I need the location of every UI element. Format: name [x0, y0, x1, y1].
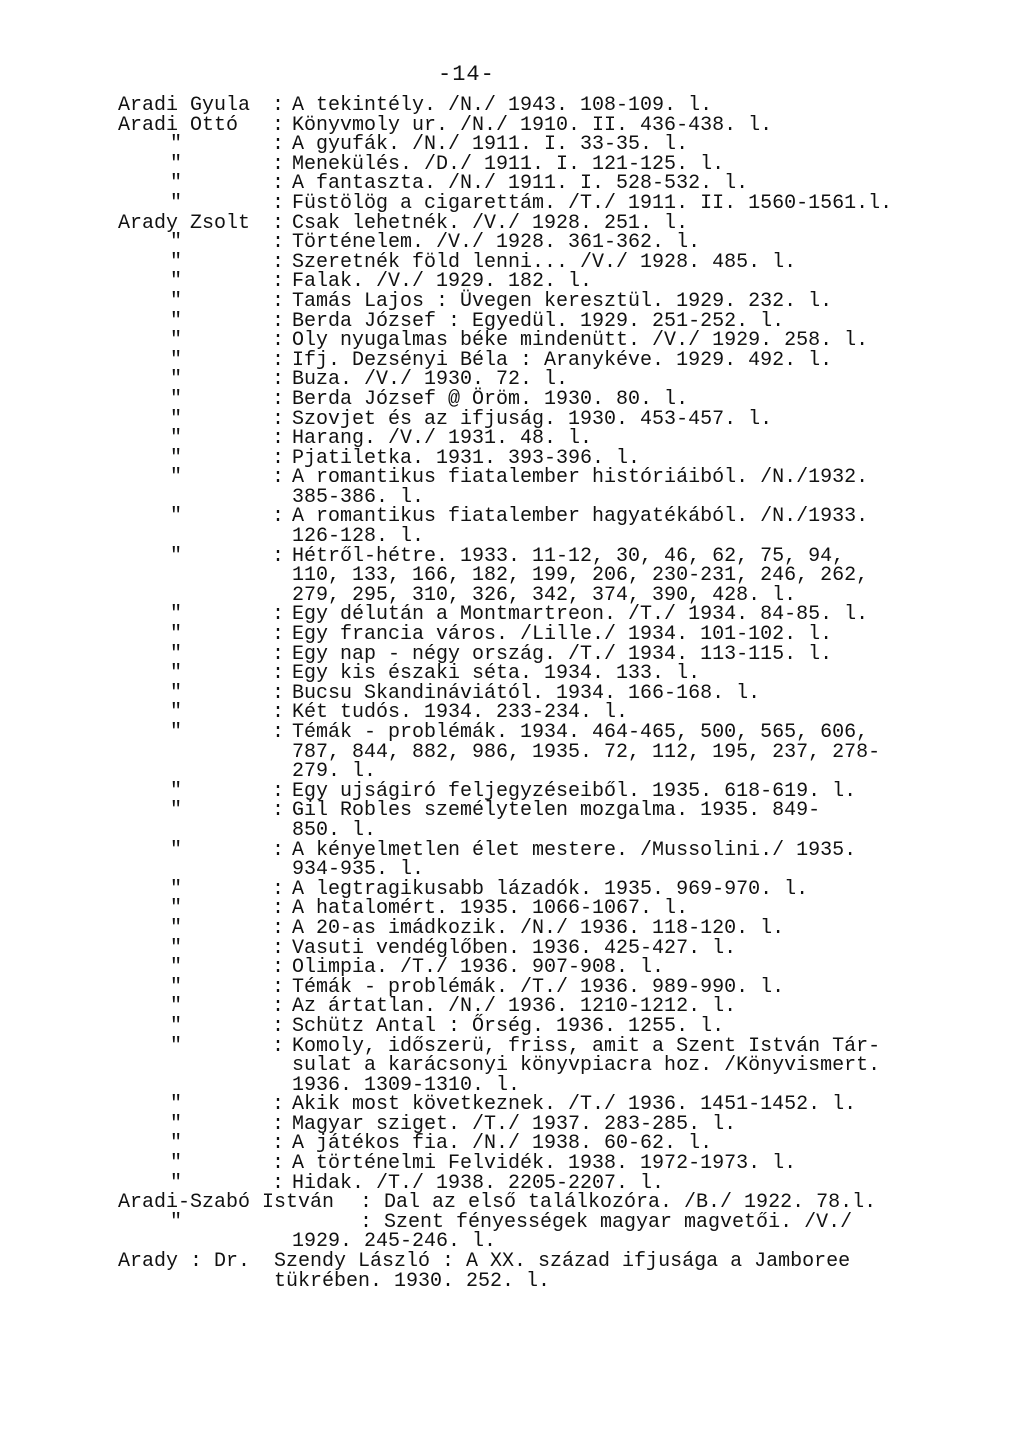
separator-colon: : [272, 1014, 285, 1038]
ditto-mark: " [170, 897, 183, 921]
bibliography-entry [0, 625, 1024, 645]
ditto-mark: " [170, 1034, 183, 1058]
entry-text: A tekintély. /N./ 1943. 108-109. l. [292, 94, 713, 117]
author-name: Aradi Ottó [118, 113, 239, 137]
separator-colon: : [272, 642, 285, 666]
separator-colon: : [272, 623, 285, 647]
entry-text: Két tudós. 1934. 233-234. l. [292, 701, 629, 725]
ditto-mark: " [170, 505, 183, 529]
separator-colon: : [360, 1191, 373, 1215]
ditto-mark: " [170, 348, 183, 372]
entry-text: Egy nap - négy ország. /T./ 1934. 113-115. l. [292, 642, 833, 666]
author-name: Arady : Dr. [118, 1250, 251, 1274]
ditto-mark: " [170, 956, 183, 980]
entry-text: Egy kis északi séta. 1934. 133. l. [292, 662, 701, 686]
ditto-mark: " [170, 916, 183, 940]
bibliography-entry [0, 838, 1024, 882]
entry-text: Harang. /V./ 1931. 48. l. [292, 427, 593, 451]
bibliography-entry [0, 505, 1024, 549]
separator-colon: : [272, 1034, 285, 1058]
ditto-mark: " [170, 662, 183, 686]
bibliography-entry [0, 1210, 1024, 1234]
entry-text: Szovjet és az ifjuság. 1930. 453-457. l. [292, 407, 773, 431]
entry-text: Történelem. /V./ 1928. 361-362. l. [292, 231, 701, 255]
entry-text: Gil Robles személytelen mozgalma. 1935. 849- 850. l. [292, 799, 821, 842]
ditto-mark: " [170, 1171, 183, 1195]
bibliography-entry [0, 1193, 1024, 1213]
separator-colon: : [272, 152, 285, 176]
entry-text: A 20-as imádkozik. /N./ 1936. 118-120. l. [292, 916, 785, 940]
entry-text: Falak. /V./ 1929. 182. l. [292, 270, 593, 294]
separator-colon: : [272, 289, 285, 313]
ditto-mark: " [170, 799, 183, 823]
author-name: Aradi Gyula [118, 94, 251, 117]
author-name: Aradi-Szabó István [118, 1191, 335, 1215]
bibliography-entry [0, 468, 1024, 507]
separator-colon: : [272, 779, 285, 803]
separator-colon: : [272, 387, 285, 411]
entry-text: Témák - problémák. 1934. 464-465, 500, 565, 606, 787, 844, 882, 986, 1935. 72, 112, 195, 237, 278- 279. l. [292, 721, 881, 784]
ditto-mark: " [170, 701, 183, 725]
bibliography-entry [0, 1154, 1024, 1174]
ditto-mark: " [170, 544, 183, 568]
entry-text: A legtragikusabb lázadók. 1935. 969-970. l. [292, 877, 809, 901]
separator-colon: : [272, 94, 285, 117]
entry-text: Bucsu Skandináviától. 1934. 166-168. l. [292, 681, 761, 705]
separator-colon: : [272, 897, 285, 921]
bibliography-entry [0, 272, 1024, 292]
ditto-mark: " [170, 1210, 183, 1234]
bibliography-entry [0, 233, 1024, 253]
separator-colon: : [272, 936, 285, 960]
bibliography-entry [0, 801, 1024, 840]
separator-colon: : [272, 1152, 285, 1176]
bibliography-entry [0, 370, 1024, 390]
ditto-mark: " [170, 1093, 183, 1117]
ditto-mark: " [170, 1014, 183, 1038]
separator-colon: : [272, 250, 285, 274]
ditto-mark: " [170, 250, 183, 274]
separator-colon: : [272, 603, 285, 627]
ditto-mark: " [170, 191, 183, 215]
entry-text: Egy ujságiró feljegyzéseiből. 1935. 618-619. l. [292, 779, 857, 803]
ditto-mark: " [170, 877, 183, 901]
separator-colon: : [272, 466, 285, 490]
entry-text: Szeretnék föld lenni... /V./ 1928. 485. l. [292, 250, 797, 274]
separator-colon: : [272, 838, 285, 862]
ditto-mark: " [170, 838, 183, 862]
entry-text: A történelmi Felvidék. 1938. 1972-1973. l. [292, 1152, 797, 1176]
ditto-mark: " [170, 329, 183, 353]
ditto-mark: " [170, 446, 183, 470]
entry-text: Pjatiletka. 1931. 393-396. l. [292, 446, 641, 470]
ditto-mark: " [170, 995, 183, 1019]
bibliography-entry [0, 899, 1024, 919]
bibliography-entry [0, 135, 1024, 155]
entry-text: Dal az első találkozóra. /B./ 1922. 78.l. [384, 1191, 877, 1215]
entry-text: Menekülés. /D./ 1911. I. 121-125. l. [292, 152, 725, 176]
bibliography-entry [0, 916, 1024, 940]
entry-text: Oly nyugalmas béke mindenütt. /V./ 1929. 258. l. [292, 329, 869, 353]
entry-text: Akik most következnek. /T./ 1936. 1451-1452. l. [292, 1093, 857, 1117]
ditto-mark: " [170, 427, 183, 451]
ditto-mark: " [170, 309, 183, 333]
entry-text: A fantaszta. /N./ 1911. I. 528-532. l. [292, 172, 749, 196]
ditto-mark: " [170, 681, 183, 705]
entry-text: Tamás Lajos : Üvegen keresztül. 1929. 232. l. [292, 289, 833, 313]
entry-text: Egy délután a Montmartreon. /T./ 1934. 84-85. l. [292, 603, 869, 627]
entry-text: Schütz Antal : Őrség. 1936. 1255. l. [292, 1014, 725, 1038]
separator-colon: : [272, 662, 285, 686]
bibliography-entry [0, 429, 1024, 449]
bibliography-entry [0, 997, 1024, 1017]
bibliography-entry [0, 387, 1024, 411]
entry-text: Buza. /V./ 1930. 72. l. [292, 368, 569, 392]
separator-colon: : [272, 956, 285, 980]
separator-colon: : [272, 1171, 285, 1195]
ditto-mark: " [170, 172, 183, 196]
separator-colon: : [272, 231, 285, 255]
separator-colon: : [272, 721, 285, 744]
separator-colon: : [272, 1132, 285, 1156]
ditto-mark: " [170, 1152, 183, 1176]
entry-text: A romantikus fiatalember hagyatékából. /N./1933. 126-128. l. [292, 505, 869, 549]
ditto-mark: " [170, 368, 183, 392]
entry-text: A romantikus fiatalember históriáiból. /N./1932. 385-386. l. [292, 466, 869, 509]
ditto-mark: " [170, 407, 183, 431]
entry-text: Szent fényességek magyar magvetői. /V./ [384, 1210, 853, 1234]
ditto-mark: " [170, 289, 183, 313]
bibliography-entry [0, 191, 1024, 215]
bibliography-list [0, 96, 1024, 1291]
separator-colon: : [272, 544, 285, 568]
separator-colon: : [272, 133, 285, 157]
ditto-mark: " [170, 603, 183, 627]
entry-text: Berda József : Egyedül. 1929. 251-252. l. [292, 309, 785, 333]
separator-colon: : [272, 681, 285, 705]
bibliography-entry [0, 1034, 1024, 1097]
entry-text: Olimpia. /T./ 1936. 907-908. l. [292, 956, 665, 980]
ditto-mark: " [170, 466, 183, 490]
separator-colon: : [272, 446, 285, 470]
ditto-mark: " [170, 152, 183, 176]
separator-colon: : [272, 348, 285, 372]
entry-text: Hidak. /T./ 1938. 2205-2207. l. [292, 1171, 665, 1195]
ditto-mark: " [170, 231, 183, 255]
ditto-mark: " [170, 936, 183, 960]
ditto-mark: " [170, 642, 183, 666]
bibliography-entry [0, 664, 1024, 684]
bibliography-entry [0, 96, 1024, 116]
ditto-mark: " [170, 387, 183, 411]
entry-text: A játékos fia. /N./ 1938. 60-62. l. [292, 1132, 713, 1156]
bibliography-entry [0, 1095, 1024, 1115]
entry-text: A gyufák. /N./ 1911. I. 33-35. l. [292, 133, 689, 157]
ditto-mark: " [170, 975, 183, 999]
separator-colon: : [272, 799, 285, 823]
entry-text: Egy francia város. /Lille./ 1934. 101-102. l. [292, 623, 833, 647]
entry-text: Témák - problémák. /T./ 1936. 989-990. l. [292, 975, 785, 999]
entry-text: Komoly, időszerü, friss, amit a Szent István Tár- sulat a karácsonyi könyvpiacra hoz. /Könyvismert. 1936. 1309-1310. l. [292, 1034, 881, 1097]
separator-colon: : [272, 995, 285, 1019]
bibliography-entry [0, 544, 1024, 607]
bibliography-entry [0, 723, 1024, 782]
entry-text: Könyvmoly ur. /N./ 1910. II. 436-438. l. [292, 113, 773, 137]
separator-colon: : [272, 505, 285, 529]
separator-colon: : [272, 211, 285, 235]
entry-text: Az ártatlan. /N./ 1936. 1210-1212. l. [292, 995, 737, 1019]
separator-colon: : [272, 368, 285, 392]
entry-text: Csak lehetnék. /V./ 1928. 251. l. [292, 211, 689, 235]
ditto-mark: " [170, 721, 183, 744]
separator-colon: : [272, 191, 285, 215]
entry-text: Füstölög a cigarettám. /T./ 1911. II. 1560-1561.l. [292, 191, 893, 215]
ditto-mark: " [170, 623, 183, 647]
page-number: -14- [438, 62, 495, 87]
separator-colon: : [360, 1210, 373, 1234]
entry-text: Szendy László : A XX. század ifjusága a Jamboree tükrében. 1930. 252. l. [274, 1250, 851, 1293]
ditto-mark: " [170, 270, 183, 294]
bibliography-entry [0, 331, 1024, 351]
entry-text: 1929. 245-246. l. [292, 1230, 497, 1254]
entry-text: A kényelmetlen élet mestere. /Mussolini./ 1935. 934-935. l. [292, 838, 857, 882]
entry-text: Berda József @ Öröm. 1930. 80. l. [292, 387, 689, 411]
bibliography-entry [0, 958, 1024, 978]
entry-text: Magyar sziget. /T./ 1937. 283-285. l. [292, 1112, 737, 1136]
separator-colon: : [272, 1112, 285, 1136]
separator-colon: : [272, 270, 285, 294]
separator-colon: : [272, 329, 285, 353]
separator-colon: : [272, 916, 285, 940]
separator-colon: : [272, 877, 285, 901]
entry-text: Ifj. Dezsényi Béla : Aranykéve. 1929. 492. l. [292, 348, 833, 372]
separator-colon: : [272, 309, 285, 333]
bibliography-entry [0, 1014, 1024, 1038]
separator-colon: : [272, 701, 285, 725]
separator-colon: : [272, 172, 285, 196]
ditto-mark: " [170, 1132, 183, 1156]
ditto-mark: " [170, 779, 183, 803]
separator-colon: : [272, 975, 285, 999]
separator-colon: : [272, 113, 285, 137]
bibliography-entry [0, 1252, 1024, 1291]
entry-text: Vasuti vendéglőben. 1936. 425-427. l. [292, 936, 737, 960]
entry-text: Hétről-hétre. 1933. 11-12, 30, 46, 62, 75, 94, 110, 133, 166, 182, 199, 206, 230-231, 246, 262, 279, 295, 310, 326, 342, 374, 390, 428. l. [292, 544, 869, 607]
separator-colon: : [272, 407, 285, 431]
separator-colon: : [272, 1093, 285, 1117]
ditto-mark: " [170, 133, 183, 157]
separator-colon: : [272, 427, 285, 451]
bibliography-entry [0, 289, 1024, 313]
entry-text: A hatalomért. 1935. 1066-1067. l. [292, 897, 689, 921]
author-name: Arady Zsolt [118, 211, 251, 235]
ditto-mark: " [170, 1112, 183, 1136]
